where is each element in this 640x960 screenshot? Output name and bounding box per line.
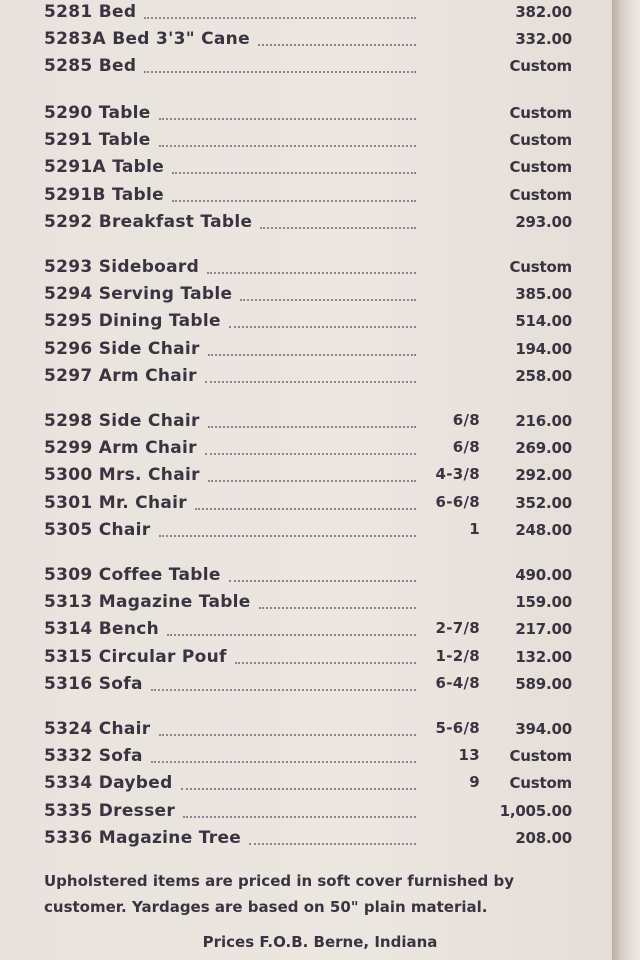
item-number: 5315: [44, 646, 93, 667]
upholstery-note: Upholstered items are priced in soft cover furnished by customer. Yardages are based on 50" plain material.: [44, 872, 514, 916]
item-row: [0, 773, 612, 800]
item-number: 5332: [44, 746, 93, 767]
dot-leader: [172, 172, 416, 174]
item-name: Table: [105, 184, 164, 205]
dot-leader: [151, 689, 416, 691]
dot-leader: [167, 634, 416, 636]
dot-leader: [195, 508, 416, 510]
item-row: [0, 29, 612, 56]
item-row: [0, 185, 612, 212]
item-name: Coffee Table: [92, 565, 221, 585]
item-name: Mrs. Chair: [92, 465, 200, 486]
item-number-name: [44, 56, 136, 76]
item-number: 5297: [44, 365, 93, 386]
dot-leader: [258, 44, 416, 46]
item-yardage: 9: [469, 773, 480, 792]
item-number-name: [44, 674, 143, 694]
item-row: [0, 56, 612, 83]
item-group: [0, 257, 612, 393]
item-number-name: [44, 647, 227, 667]
item-number-name: [44, 493, 187, 513]
item-price: 217.00: [515, 620, 572, 639]
dot-leader: [159, 734, 416, 736]
item-number: 5309: [44, 565, 93, 585]
item-row: [0, 719, 612, 746]
item-price: 269.00: [515, 439, 572, 458]
item-number: 5305: [44, 519, 93, 540]
item-name: Table: [92, 103, 151, 123]
item-name: Mr. Chair: [92, 492, 187, 513]
item-row: [0, 746, 612, 773]
dot-leader: [172, 200, 416, 202]
dot-leader: [229, 580, 416, 582]
item-name: Circular Pouf: [92, 646, 227, 667]
item-number-name: [44, 157, 164, 177]
item-number-name: [44, 411, 200, 431]
item-row: [0, 520, 612, 547]
item-number: 5294: [44, 284, 93, 305]
item-group: [0, 2, 612, 84]
dot-leader: [240, 299, 416, 301]
item-price: 208.00: [515, 828, 572, 847]
item-row: [0, 311, 612, 338]
item-number: 5285: [44, 56, 93, 77]
item-price: 216.00: [515, 412, 572, 430]
item-number: 5334: [44, 773, 93, 794]
dot-leader: [249, 843, 416, 845]
item-price: Custom: [509, 747, 572, 766]
item-yardage: 2-7/8: [435, 619, 480, 638]
item-number: 5313: [44, 592, 93, 613]
item-name: Bed 3'3" Cane: [105, 29, 250, 50]
item-row: [0, 674, 612, 701]
item-row: [0, 647, 612, 674]
dot-leader: [205, 453, 416, 455]
dot-leader: [144, 71, 416, 73]
item-number: 5298: [44, 411, 93, 431]
dot-leader: [151, 761, 416, 763]
item-name: Dining Table: [92, 311, 221, 332]
item-yardage: 6/8: [452, 438, 480, 457]
item-price: 258.00: [515, 366, 572, 385]
item-name: Side Chair: [92, 411, 200, 431]
dot-leader: [208, 426, 416, 428]
item-name: Sofa: [92, 673, 143, 694]
item-yardage: 13: [458, 746, 480, 765]
item-price: Custom: [509, 774, 572, 793]
dot-leader: [207, 272, 416, 274]
item-name: Arm Chair: [92, 365, 197, 386]
item-price: 1,005.00: [499, 801, 572, 820]
item-name: Breakfast Table: [92, 211, 253, 232]
item-number: 5300: [44, 465, 93, 486]
item-name: Arm Chair: [92, 438, 197, 459]
item-row: [0, 493, 612, 520]
item-row: [0, 619, 612, 646]
item-number: 5291: [44, 130, 93, 151]
item-number: 5290: [44, 103, 93, 123]
item-number-name: [44, 130, 151, 150]
item-number: 5316: [44, 673, 93, 694]
item-number-name: [44, 366, 197, 386]
item-group: [0, 719, 612, 855]
item-group: [0, 103, 612, 239]
item-number: 5283A: [44, 29, 106, 50]
item-price: 589.00: [515, 674, 572, 693]
dot-leader: [183, 816, 416, 818]
item-number-name: [44, 103, 151, 123]
item-price: 352.00: [515, 493, 572, 512]
item-number-name: [44, 212, 252, 232]
item-row: [0, 465, 612, 492]
dot-leader: [235, 662, 416, 664]
item-number: 5301: [44, 492, 93, 513]
item-name: Bench: [92, 619, 160, 640]
item-row: [0, 212, 612, 239]
item-price: 132.00: [515, 647, 572, 666]
item-row: [0, 592, 612, 619]
item-price: 293.00: [515, 212, 572, 231]
item-price: 514.00: [515, 312, 572, 331]
item-number: 5291B: [44, 184, 106, 205]
item-number-name: [44, 29, 250, 49]
item-yardage: 5-6/8: [435, 719, 480, 737]
item-number-name: [44, 773, 173, 793]
item-name: Table: [92, 130, 151, 151]
item-price: 292.00: [515, 466, 572, 485]
item-row: [0, 339, 612, 366]
item-number-name: [44, 311, 221, 331]
item-price: Custom: [509, 258, 572, 276]
item-number: 5335: [44, 800, 93, 821]
item-group: [0, 411, 612, 547]
item-number-name: [44, 438, 197, 458]
dot-leader: [205, 381, 416, 383]
item-number-name: [44, 339, 200, 359]
dot-leader: [159, 145, 416, 147]
item-number-name: [44, 746, 143, 766]
item-price: Custom: [509, 57, 572, 76]
item-name: Side Chair: [92, 338, 200, 359]
item-number-name: [44, 719, 151, 739]
item-price: 159.00: [515, 593, 572, 612]
fob-footer: Prices F.O.B. Berne, Indiana: [202, 933, 438, 951]
item-price: 332.00: [515, 30, 572, 49]
item-number: 5295: [44, 311, 93, 332]
item-row: [0, 366, 612, 393]
item-number-name: [44, 257, 199, 277]
item-name: Serving Table: [92, 284, 233, 305]
item-number-name: [44, 565, 221, 585]
item-group: [0, 565, 612, 701]
item-row: [0, 438, 612, 465]
dot-leader: [159, 118, 416, 120]
item-row: [0, 157, 612, 184]
item-price: 490.00: [515, 566, 572, 584]
dot-leader: [208, 480, 416, 482]
item-row: [0, 565, 612, 592]
item-row: [0, 103, 612, 130]
item-number-name: [44, 619, 159, 639]
dot-leader: [144, 17, 416, 19]
dot-leader: [260, 227, 416, 229]
item-price: Custom: [509, 158, 572, 177]
item-number: 5291A: [44, 157, 106, 178]
item-row: [0, 2, 612, 29]
item-price: 385.00: [515, 285, 572, 304]
item-name: Chair: [92, 719, 151, 739]
item-number-name: [44, 465, 200, 485]
item-yardage: 6-4/8: [435, 673, 480, 692]
item-number-name: [44, 828, 241, 848]
item-name: Magazine Table: [92, 592, 251, 613]
item-price: Custom: [509, 185, 572, 204]
item-number: 5292: [44, 211, 93, 232]
item-number: 5281: [44, 2, 93, 22]
item-yardage: 4-3/8: [435, 465, 480, 484]
dot-leader: [229, 326, 416, 328]
item-number: 5314: [44, 619, 93, 640]
item-name: Sideboard: [92, 257, 200, 277]
item-row: [0, 284, 612, 311]
item-number: 5324: [44, 719, 93, 739]
item-number-name: [44, 284, 232, 304]
item-name: Table: [105, 157, 165, 178]
item-name: Sofa: [92, 746, 143, 767]
item-number: 5296: [44, 338, 93, 359]
item-name: Bed: [92, 2, 137, 22]
item-name: Chair: [92, 519, 151, 540]
item-yardage: 6-6/8: [435, 492, 480, 511]
page-edge: [612, 0, 640, 960]
item-number: 5299: [44, 438, 93, 459]
item-price: 194.00: [515, 339, 572, 358]
item-price: Custom: [509, 104, 572, 122]
item-name: Bed: [92, 56, 137, 77]
item-price: 394.00: [515, 720, 572, 738]
item-row: [0, 828, 612, 855]
item-number: 5336: [44, 827, 93, 848]
item-price: 382.00: [515, 3, 572, 21]
dot-leader: [208, 354, 416, 356]
item-number: 5293: [44, 257, 93, 277]
dot-leader: [259, 607, 416, 609]
item-yardage: 1-2/8: [435, 646, 480, 665]
item-row: [0, 257, 612, 284]
item-yardage: 1: [469, 519, 480, 538]
item-number-name: [44, 592, 251, 612]
item-name: Dresser: [92, 800, 176, 821]
item-name: Magazine Tree: [92, 827, 242, 848]
item-number-name: [44, 520, 151, 540]
item-row: [0, 130, 612, 157]
item-row: [0, 801, 612, 828]
item-row: [0, 411, 612, 438]
item-yardage: 6/8: [452, 411, 480, 429]
item-number-name: [44, 185, 164, 205]
item-number-name: [44, 2, 136, 22]
dot-leader: [181, 788, 416, 790]
item-name: Daybed: [92, 773, 173, 794]
item-price: 248.00: [515, 520, 572, 539]
item-price: Custom: [509, 131, 572, 150]
item-number-name: [44, 801, 175, 821]
dot-leader: [159, 535, 416, 537]
